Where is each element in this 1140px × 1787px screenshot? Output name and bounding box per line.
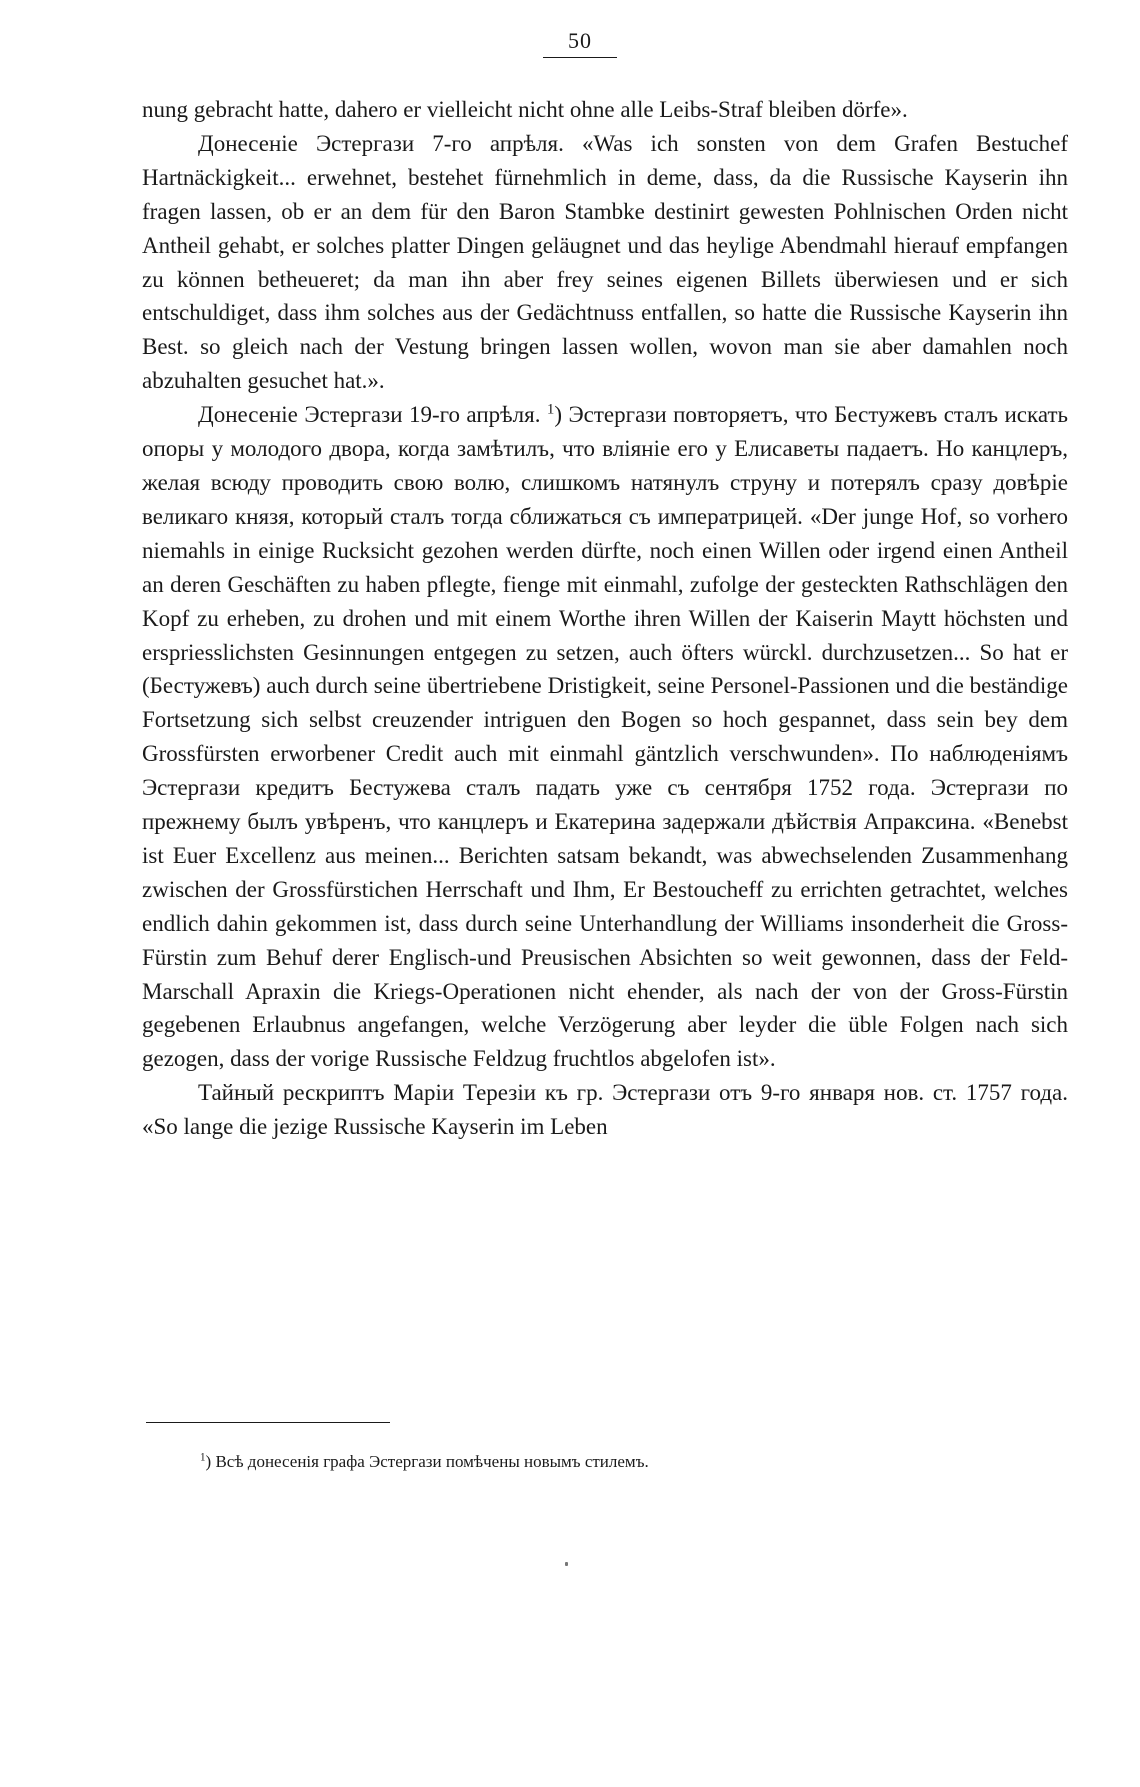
footnote-rule: [146, 1422, 390, 1423]
paragraph-report-april-19: [142, 398, 1068, 1076]
footnote-text: ) Всѣ донесенія графа Эстергази помѣчены новымъ стилемъ.: [205, 1452, 649, 1471]
paragraph-report-april-7: Донесеніе Эстергази 7-го апрѣля. «Was ich sonsten von dem Grafen Bestuchef Hartnäckigkeit... erwehnet, bestehet fürnehmlich in deme, dass, da die Russische Kayserin ihn fragen lassen, ob er an dem für den Baron Stambke destinirt gewesten Pohlnischen Orden nicht Antheil gehabt, er solches platter Dingen geläugnet und das heylige Abendmahl hierauf empfangen zu können betheueret; da man ihn aber frey seines eigenen Billets überwiesen und er sich entschuldiget, dass ihm solches aus der Gedächtnuss entfallen, so hatte die Russische Kayserin ihn Best. so gleich nach der Vestung bringen lassen wollen, wovon man sie aber damahlen noch abzuhalten gesuchet hat.».: [142, 130, 1068, 394]
paragraph-report-april-19-lead: Донесеніе Эстергази 19-го апрѣля.: [198, 402, 541, 428]
footnote-marker: 1: [200, 1451, 206, 1464]
paragraph-report-april-19-body: ) Эстергази повторяетъ, что Бестужевъ сталъ искать опоры у молодого двора, когда замѣтилъ, что вліяніе его у Елисаветы падаетъ. Но канцлеръ, желая всюду проводить свою волю, слишкомъ натянулъ струну и потерялъ сразу довѣріе великаго князя, который сталъ тогда сближаться съ императрицей. «Der junge Hof, so vorhero niemahls in einige Rucksicht gezohen werden dürfte, noch einen Willen oder irgend einen Antheil an deren Geschäften zu haben pflegte, fienge mit einmahl, zufolge der gesteckten Rathschlägen den Kopf zu erheben, zu drohen und mit einem Worthe ihren Willen der Kaiserin Maytt höchsten und erspriesslichsten Gesinnungen entgegen zu setzen, auch öfters würckl. durchzusetzen... So hat er (Бестужевъ) auch durch seine übertriebene Dristigkeit, seine Personel-Passionen und die beständige Fortsetzung sich selbst creuzender intriguen den Bogen so hoch gespannet, dass sein bey dem Grossfürsten erworbener Credit auch mit einmahl gäntzlich verschwunden». По наблюденіямъ Эстергази кредитъ Бестужева сталъ падать уже съ сентября 1752 года. Эстергази по прежнему былъ увѣренъ, что канцлеръ и Екатерина задержали дѣйствія Апраксина. «Benebst ist Euer Excellenz aus meinen... Berichten satsam bekandt, was abwechselenden Zusammenhang zwischen der Grossfürstichen Herrschaft und Ihm, Er Bestoucheff zu errichten getrachtet, welches endlich dahin gekommen ist, dass durch seine Unterhandlung der Williams insonderheit die Gross-Fürstin zum Behuf derer Englisch-und Preusischen Absichten so weit gewonnen, dass der Feld-Marschall Apraxin die Kriegs-Operationen nicht ehender, als nach der von der Gross-Fürstin gegebenen Erlaubnus angefangen, welche Verzögerung aber leyder die üble Folgen nach sich gezogen, dass der vorige Russische Feldzug fruchtlos abgelofen ist».: [142, 402, 1068, 1072]
footnote: [200, 1451, 1020, 1473]
page-number-rule: [543, 57, 617, 58]
footnote-reference: 1: [546, 401, 555, 418]
scan-speck: [565, 1562, 568, 1566]
page-number: 50: [568, 28, 592, 53]
paragraph-secret-rescript: Тайный рескриптъ Маріи Терезіи къ гр. Эстергази отъ 9-го января нов. ст. 1757 года. «So lange die jezige Russische Kayserin im Leben: [142, 1080, 1068, 1140]
paragraph-continuation: nung gebracht hatte, dahero er vielleicht nicht ohne alle Leibs-Straf bleiben dörfe».: [142, 97, 908, 122]
body-text: [142, 93, 1068, 1144]
